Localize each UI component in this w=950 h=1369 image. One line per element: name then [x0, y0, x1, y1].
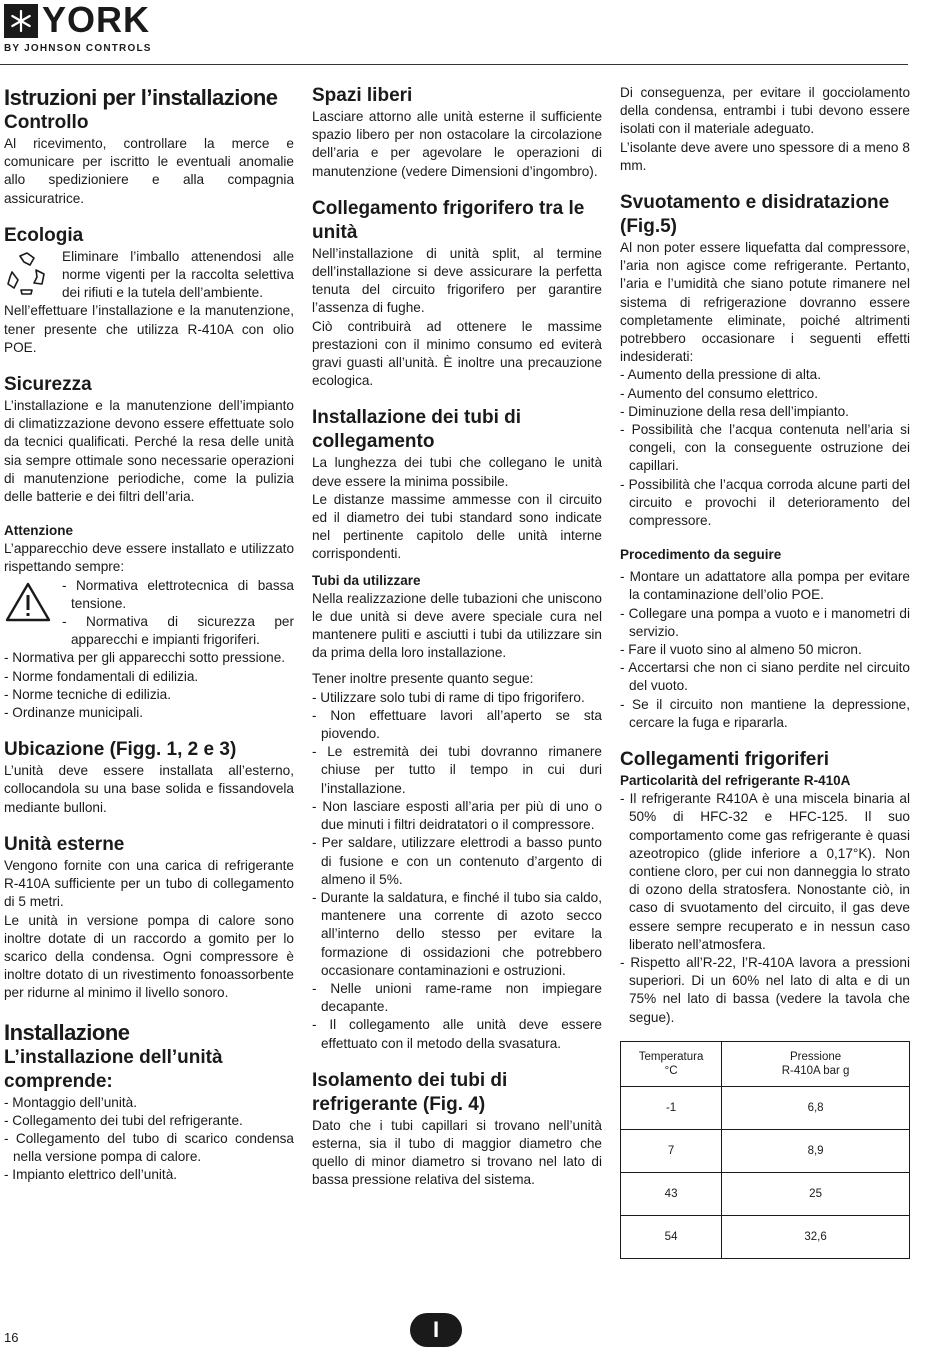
table-cell-pressure: 32,6	[722, 1215, 910, 1258]
list-item: - Ordinanze municipali.	[4, 705, 144, 721]
paragraph-tubi-1: La lunghezza dei tubi che collegano le unità deve essere la minima possibile.	[312, 455, 602, 489]
paragraph-controllo: Al ricevimento, controllare la merce e comunicare per iscritto le eventuali anomalie allo spedizioniere e alla compagnia assicuratrice.	[4, 136, 294, 206]
table-cell-temp: 43	[621, 1172, 722, 1215]
list-item: - Possibilità che l’acqua corroda alcune parti del circuito e provochi il deterioramento del compressore.	[620, 476, 910, 529]
list-item: - Impianto elettrico dell’unità.	[4, 1167, 178, 1183]
paragraph-utilizzare: Nella realizzazione delle tubazioni che uniscono le due unità si deve avere speciale cura nel mantenere puliti e asciutti i tubi da utilizzare sin da prima della loro installazione.	[312, 590, 602, 661]
table-cell-pressure: 25	[722, 1172, 910, 1215]
brand-subtitle: BY JOHNSON CONTROLS	[4, 43, 152, 54]
column-2	[312, 84, 602, 1190]
table-row	[621, 1172, 910, 1215]
table-header-temperature	[621, 1041, 722, 1086]
list-item: - Norme tecniche di edilizia.	[4, 686, 171, 702]
column-3	[620, 84, 910, 1259]
list-item: - Possibilità che l’acqua contenuta nell’aria si congeli, con la conseguente ostruzione dei capillari.	[620, 422, 910, 474]
heading-attenzione: Attenzione	[4, 523, 73, 539]
header-pres-label: Pressione	[790, 1050, 842, 1063]
document-title: Istruzioni per l’installazione	[4, 85, 278, 110]
paragraph-continuation-1: Di conseguenza, per evitare il gocciolamento della condensa, entrambi i tubi devono essere isolati con il materiale adeguato.	[620, 85, 910, 137]
pressure-table	[620, 1041, 910, 1259]
york-snowflake-logo-icon	[4, 4, 38, 38]
paragraph-sicurezza: L’installazione e la manutenzione dell’impianto di climatizzazione devono essere effettuate solo da tecnici qualificati. Perché la resa delle unità sia sempre ottimale sono necessarie operazioni di manutenzione periodiche, come la pulizia delle batterie e dei filtri dell’aria.	[4, 398, 294, 505]
heading-collegamento-frigorifero: Collegamento frigorifero tra le unità	[312, 197, 585, 243]
column-1	[4, 84, 294, 1185]
warning-triangle-icon	[4, 581, 52, 623]
paragraph-continuation-2: L’isolante deve avere uno spessore di a meno 8 mm.	[620, 139, 910, 173]
header-pres-unit: R-410A bar g	[781, 1064, 850, 1077]
list-item: - Normativa elettrotecnica di bassa tensione.	[62, 577, 294, 611]
paragraph-presente: Tener inoltre presente quanto segue:	[312, 671, 534, 687]
list-item: - Montaggio dell’unità.	[4, 1094, 137, 1110]
subheading-installazione: L’installazione dell’unità comprende:	[4, 1046, 223, 1092]
list-item: - Norme fondamentali di edilizia.	[4, 668, 199, 684]
list-item: - Aumento della pressione di alta.	[620, 367, 822, 383]
heading-installazione-tubi: Installazione dei tubi di collegamento	[312, 407, 522, 453]
list-item: - Collegare una pompa a vuoto e i manometri di servizio.	[620, 605, 910, 639]
page-number: 16	[4, 1330, 19, 1345]
list-item: - Normativa per gli apparecchi sotto pressione.	[4, 650, 286, 666]
paragraph-ecologia-2: Nell’effettuare l’installazione e la manutenzione, tener presente che utilizza R-410A con olio POE.	[4, 303, 294, 355]
list-item: - Fare il vuoto sino al almeno 50 micron.	[620, 642, 862, 658]
paragraph-spazi: Lasciare attorno alle unità esterne il sufficiente spazio libero per non ostacolare la circolazione dell’aria e per agevolare le operazioni di manutenzione (vedere Dimensioni d’ingombro).	[312, 109, 602, 179]
paragraph-svuotamento: Al non poter essere liquefatta dal compressore, l’aria non agisce come refrigerante. Pertanto, l’aria e l’umidità che siano potute rimanere nel sistema di refrigerazione dovranno essere completamente eliminate, poiché altrimenti potrebbero occasionare i seguenti effetti indesiderati:	[620, 240, 910, 365]
heading-unita-esterne: Unità esterne	[4, 833, 125, 855]
header-divider	[0, 64, 908, 65]
list-item: - Accertarsi che non ci siano perdite nel circuito del vuoto.	[620, 660, 910, 694]
page-header	[0, 0, 950, 68]
table-cell-temp: -1	[621, 1086, 722, 1129]
list-item: - Le estremità dei tubi dovranno rimanere chiuse per tutto il tempo in cui duri l’installazione.	[312, 744, 602, 796]
paragraph-ubicazione: L’unità deve essere installata all’esterno, collocandola su una base solida e fissandovela mediante bulloni.	[4, 763, 294, 815]
heading-ubicazione: Ubicazione (Figg. 1, 2 e 3)	[4, 739, 237, 761]
table-row	[621, 1129, 910, 1172]
list-item: - Normativa di sicurezza per apparecchi e impianti frigoriferi.	[62, 614, 294, 648]
heading-procedimento: Procedimento da seguire	[620, 547, 782, 563]
paragraph-unita-1: Vengono fornite con una carica di refrigerante R-410A sufficiente per un tubo di collegamento di 5 metri.	[4, 857, 294, 910]
header-temp-unit: °C	[664, 1064, 678, 1077]
list-item: - Non effettuare lavori all’aperto se sta piovendo.	[312, 707, 602, 742]
list-item: - Il refrigerante R410A è una miscela binaria al 50% di HFC-32 e HFC-125. Il suo comportamento come gas refrigerante è quasi azeotropico (glide inferiore a 0,17°K). Non contiene cloro, per cui non danneggia lo strato di ozono della stratosfera. Nonostante ciò, in caso di svuotamento del circuito, il gas deve essere sempre recuperato e in nessun caso liberato nell’atmosfera.	[620, 791, 910, 952]
list-item: - Nelle unioni rame-rame non impiegare decapante.	[312, 980, 602, 1015]
paragraph-frigo-1: Nell’installazione di unità split, al termine dell’installazione si deve assicurare la perfetta tenuta del circuito frigorifero per garantire l’assenza di fughe.	[312, 245, 602, 316]
list-item: - Utilizzare solo tubi di rame di tipo frigorifero.	[312, 689, 585, 705]
list-item: - Se il circuito non mantiene la depressione, cercare la fuga e ripararla.	[620, 696, 910, 730]
list-item: - Il collegamento alle unità deve essere effettuato con il metodo della svasatura.	[312, 1017, 602, 1051]
header-temp-label: Temperatura	[638, 1050, 704, 1063]
heading-spazi-liberi: Spazi liberi	[312, 85, 413, 106]
list-item: - Aumento del consumo elettrico.	[620, 385, 818, 401]
table-cell-temp: 7	[621, 1129, 722, 1172]
ecologia-block	[4, 248, 294, 303]
list-item: - Montare un adattatore alla pompa per evitare la contaminazione dell’olio POE.	[620, 569, 910, 603]
paragraph-frigo-2: Ciò contribuirà ad ottenere le massime prestazioni con il minimo consumo ed eviterà gravi guasti all’unità. È inoltre una precauzione ecologica.	[312, 318, 602, 389]
brand-name: YORK	[42, 0, 151, 40]
list-item: - Rispetto all’R-22, l’R-410A lavora a pressioni superiori. Di un 60% nel lato di alta e di un 75% nel lato di bassa (vedere la tavola che segue).	[620, 954, 910, 1025]
heading-sicurezza: Sicurezza	[4, 374, 92, 396]
heading-installazione: Installazione	[4, 1019, 130, 1045]
heading-svuotamento: Svuotamento e disidratazione (Fig.5)	[620, 192, 890, 238]
heading-tubi-da-utilizzare: Tubi da utilizzare	[312, 572, 421, 588]
table-row	[621, 1086, 910, 1129]
paragraph-tubi-2: Le distanze massime ammesse con il circuito ed il diametro dei tubi standard sono indicate nel pertinente capitolo delle unità interne corrispondenti.	[312, 491, 602, 562]
list-item: - Collegamento dei tubi del refrigerante.	[4, 1112, 243, 1128]
paragraph-ecologia-1: Eliminare l’imballo attenendosi alle norme vigenti per la raccolta selettiva dei rifiuti e la tutela dell’ambiente.	[62, 248, 294, 301]
attenzione-block	[4, 577, 294, 650]
table-cell-pressure: 6,8	[722, 1086, 910, 1129]
table-cell-temp: 54	[621, 1215, 722, 1258]
paragraph-isolamento: Dato che i tubi capillari si trovano nell’unità esterna, sia il tubo di maggior diametro che quello di minor diametro si trovano nel lato di bassa pressione relativa del sistema.	[312, 1117, 602, 1188]
table-row	[621, 1215, 910, 1258]
heading-controllo: Controllo	[4, 112, 89, 133]
heading-particolarita: Particolarità del refrigerante R-410A	[620, 773, 851, 789]
table-header-pressure	[722, 1041, 910, 1086]
recycle-icon	[4, 250, 50, 296]
paragraph-unita-2: Le unità in versione pompa di calore sono inoltre dotate di un raccordo a gomito per lo scarico della condensa. Ogni compressore è inoltre dotato di un rivestimento fonoassorbente per ridurne al minimo il livello sonoro.	[4, 912, 294, 1001]
list-item: - Per saldare, utilizzare elettrodi a basso punto di fusione e con un contenuto d’argento di almeno il 5%.	[312, 835, 602, 887]
language-badge: I	[410, 1313, 462, 1347]
paragraph-attenzione: L’apparecchio deve essere installato e utilizzato rispettando sempre:	[4, 541, 294, 575]
list-item: - Collegamento del tubo di scarico condensa nella versione pompa di calore.	[4, 1130, 294, 1165]
list-item: - Non lasciare esposti all’aria per più di uno o due minuti i filtri deidratatori o il compressore.	[312, 798, 602, 833]
table-header-row	[621, 1041, 910, 1086]
table-cell-pressure: 8,9	[722, 1129, 910, 1172]
heading-isolamento: Isolamento dei tubi di refrigerante (Fig. 4)	[312, 1069, 508, 1115]
list-item: - Durante la saldatura, e finché il tubo sia caldo, mantenere una corrente di azoto secco all’interno dello stesso per evitare la formazione di ossidazioni che potrebbero occasionare contaminazioni e ostruzioni.	[312, 889, 602, 978]
heading-ecologia: Ecologia	[4, 224, 84, 246]
heading-collegamenti-frigoriferi: Collegamenti frigoriferi	[620, 749, 830, 771]
list-item: - Diminuzione della resa dell’impianto.	[620, 403, 849, 419]
